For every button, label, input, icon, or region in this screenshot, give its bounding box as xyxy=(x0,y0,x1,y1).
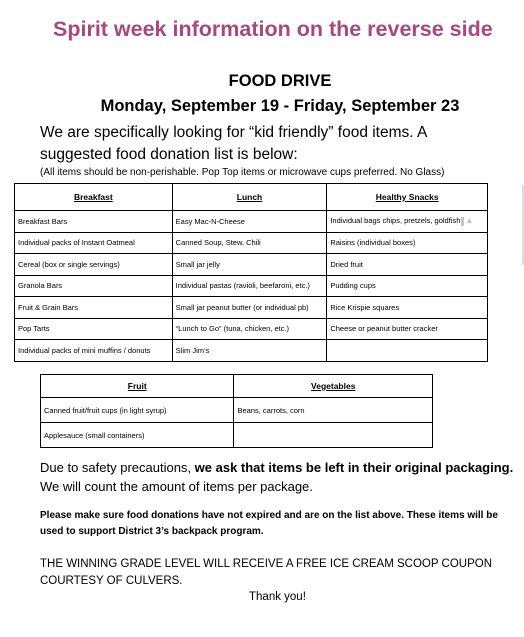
resize-handle-icon: ▲ xyxy=(465,216,474,226)
column-header-fruit: Fruit xyxy=(41,375,234,398)
table-row xyxy=(15,318,488,340)
spirit-week-banner: Spirit week information on the reverse side xyxy=(53,17,493,41)
table-header-row xyxy=(15,184,488,211)
table-row xyxy=(41,423,433,448)
column-header-breakfast: Breakfast xyxy=(15,184,173,211)
safety-emphasis: we ask that items be left in their original packaging. xyxy=(194,460,514,475)
table-header-row xyxy=(41,375,433,398)
table-cell: Pop Tarts xyxy=(15,318,173,340)
table-cell: Small jar jelly xyxy=(172,254,327,276)
table-cell: Canned Soup, Stew, Chili xyxy=(172,232,327,254)
table-cell: Raisins (individual boxes) xyxy=(327,232,488,254)
table-cell: Individual pastas (ravioli, beefaroni, etc.) xyxy=(172,275,327,297)
table-cell: “Lunch to Go” (tuna, chicken, etc.) xyxy=(172,318,327,340)
table-cell: Fruit & Grain Bars xyxy=(15,297,173,319)
expiration-note: Please make sure food donations have not expired and are on the list above. These items will be used to support District 3’s backpack program. xyxy=(40,510,498,537)
table-cell: Small jar peanut butter (or individual pb) xyxy=(172,297,327,319)
donation-note: (All items should be non-perishable. Pop Top items or microwave cups preferred. No Glass) xyxy=(40,167,445,178)
table-cell: Canned fruit/fruit cups (in light syrup) xyxy=(41,398,234,423)
table-cell: Cereal (box or single servings) xyxy=(15,254,173,276)
text-cursor-icon xyxy=(461,217,464,226)
table-row xyxy=(15,254,488,276)
table-cell: Easy Mac-N-Cheese xyxy=(172,211,327,233)
table-cell-with-marker xyxy=(327,211,488,233)
table-cell: Cheese or peanut butter cracker xyxy=(327,318,488,340)
table-row xyxy=(15,211,488,233)
intro-text: We are specifically looking for “kid friendly” food items. A suggested food donation list is below: xyxy=(40,124,427,163)
table-cell xyxy=(327,340,488,362)
thank-you-text: Thank you! xyxy=(249,591,306,603)
prize-announcement: THE WINNING GRADE LEVEL WILL RECEIVE A FREE ICE CREAM SCOOP COUPON COURTESY OF CULVERS. xyxy=(40,558,492,587)
table-cell: Granola Bars xyxy=(15,275,173,297)
table-cell xyxy=(234,423,433,448)
table-cell: Individual packs of Instant Oatmeal xyxy=(15,232,173,254)
table-row xyxy=(41,398,433,423)
table-cell: Applesauce (small containers) xyxy=(41,423,234,448)
fruit-vegetable-table xyxy=(40,374,433,448)
table-cell: Breakfast Bars xyxy=(15,211,173,233)
table-cell: Individual bags chips, pretzels, goldfish xyxy=(330,216,461,226)
table-cell: Slim Jim’s xyxy=(172,340,327,362)
table-row xyxy=(15,297,488,319)
column-header-healthy-snacks: Healthy Snacks xyxy=(327,184,488,211)
table-cell: Pudding cups xyxy=(327,275,488,297)
safety-text-end: We will count the amount of items per package. xyxy=(40,479,313,494)
safety-paragraph xyxy=(40,458,520,496)
table-cell: Rice Krispie squares xyxy=(327,297,488,319)
table-row xyxy=(15,232,488,254)
safety-text: Due to safety precautions, xyxy=(40,460,195,475)
table-row xyxy=(15,340,488,362)
table-cell: Individual packs of mini muffins / donuts xyxy=(15,340,173,362)
table-row xyxy=(15,275,488,297)
page-title: FOOD DRIVE xyxy=(228,72,332,90)
table-cell: Beans, carrots, corn xyxy=(234,398,433,423)
food-list-table xyxy=(14,183,488,362)
column-header-lunch: Lunch xyxy=(172,184,327,211)
table-cell: Dried fruit xyxy=(327,254,488,276)
date-range: Monday, September 19 - Friday, September 23 xyxy=(100,97,460,115)
column-header-vegetables: Vegetables xyxy=(234,375,433,398)
